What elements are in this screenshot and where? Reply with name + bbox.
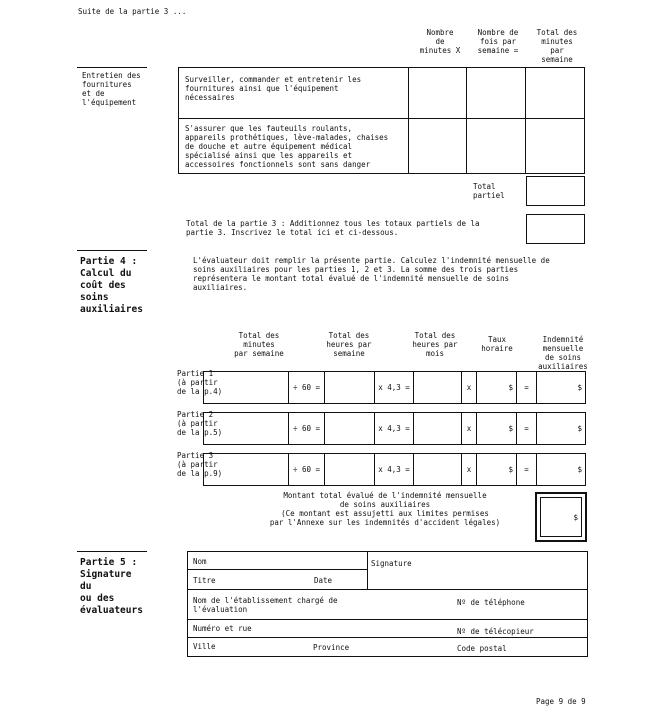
equipment-table	[178, 67, 585, 174]
page-number: Page 9 de 9	[536, 697, 586, 706]
p4-col-hours-month: Total des heures par mois	[412, 331, 458, 358]
p4-div60-3: ÷ 60 =	[288, 453, 325, 486]
p4-total-input[interactable]: $	[540, 497, 582, 537]
p4-div60-1: ÷ 60 =	[288, 371, 325, 404]
field-telephone[interactable]: Nº de téléphone	[457, 598, 525, 607]
p4-minutes-input-3[interactable]	[203, 453, 289, 486]
p4-hours-week-input-3[interactable]	[324, 453, 375, 486]
p4-x-2: x	[461, 412, 477, 445]
p4-total-text: Montant total évalué de l'indemnité mensuelle de soins auxiliaires (Ce montant est assujetti aux limites permises par l'Annexe sur les indemnités d'accident légales)	[269, 491, 501, 527]
p4-minutes-input-1[interactable]	[203, 371, 289, 404]
part3-total-box[interactable]	[526, 214, 585, 244]
p4-hours-month-input-2[interactable]	[413, 412, 462, 445]
p4-allowance-input-2[interactable]: $	[536, 412, 586, 445]
p4-allowance-input-1[interactable]: $	[536, 371, 586, 404]
field-signature[interactable]: Signature	[371, 559, 412, 568]
part4-title: Partie 4 : Calcul du coût des soins auxiliaires	[80, 256, 143, 315]
p4-row-label-1: Partie 1 (à partir de la p.4)	[177, 369, 223, 396]
field-etablissement[interactable]: Nom de l'établissement chargé de l'évaluation	[193, 596, 338, 614]
p4-hours-week-input-1[interactable]	[324, 371, 375, 404]
total-input-1[interactable]	[526, 68, 584, 117]
minutes-input-2[interactable]	[409, 119, 465, 173]
p4-rate-input-1[interactable]: $	[476, 371, 517, 404]
p4-rate-input-3[interactable]: $	[476, 453, 517, 486]
section-divider	[77, 67, 147, 68]
p4-col-minutes: Total des minutes par semaine	[234, 331, 284, 358]
p4-minutes-input-2[interactable]	[203, 412, 289, 445]
p4-hours-month-input-3[interactable]	[413, 453, 462, 486]
continuation-text: Suite de la partie 3 ...	[78, 7, 187, 16]
p4-div60-2: ÷ 60 =	[288, 412, 325, 445]
task-row-safety: S'assurer que les fauteuils roulants, appareils prothétiques, lève-malades, chaises de douche et autre équipement médical spécialisé ainsi que les appareils et accessoires fonctionnels sont sans danger	[185, 124, 389, 169]
p4-mult-1: x 4,3 =	[374, 371, 414, 404]
times-input-1[interactable]	[467, 68, 524, 117]
p4-mult-2: x 4,3 =	[374, 412, 414, 445]
p4-equals-2: =	[516, 412, 537, 445]
total-input-2[interactable]	[526, 119, 584, 173]
p4-mult-3: x 4,3 =	[374, 453, 414, 486]
p4-x-3: x	[461, 453, 477, 486]
field-province[interactable]: Province	[313, 643, 350, 652]
part5-title: Partie 5 : Signature du ou des évaluateurs	[80, 557, 143, 616]
p4-equals-1: =	[516, 371, 537, 404]
field-ville[interactable]: Ville	[193, 642, 216, 651]
p4-rate-input-2[interactable]: $	[476, 412, 517, 445]
p4-hours-month-input-1[interactable]	[413, 371, 462, 404]
p4-row-label-2: Partie 2 (à partir de la p.5)	[177, 410, 223, 437]
p4-total-outer-box	[535, 492, 587, 542]
subtotal-label: Total partiel	[473, 182, 505, 200]
part3-total-text: Total de la partie 3 : Additionnez tous les totaux partiels de la partie 3. Inscrivez le total ici et ci-dessous.	[186, 219, 480, 237]
signature-table	[187, 551, 588, 657]
section-divider	[77, 250, 147, 251]
p4-allowance-input-3[interactable]: $	[536, 453, 586, 486]
field-nom[interactable]: Nom	[193, 557, 207, 566]
p4-col-rate: Taux horaire	[481, 335, 513, 353]
p4-row-3	[203, 453, 586, 486]
section-divider	[77, 551, 147, 552]
p4-equals-3: =	[516, 453, 537, 486]
part4-intro: L'évaluateur doit remplir la présente partie. Calculez l'indemnité mensuelle de soins auxiliaires pour les parties 1, 2 et 3. La somme des trois parties représentera le montant total évalué de l'indemnité mensuelle de soins auxiliaires.	[193, 256, 550, 292]
field-telecopieur[interactable]: Nº de télécopieur	[457, 627, 534, 636]
p4-row-1	[203, 371, 586, 404]
subtotal-box[interactable]	[526, 176, 585, 206]
p4-row-label-3: Partie 3 (à partir de la p.9)	[177, 451, 223, 478]
task-row-supplies: Surveiller, commander et entretenir les fournitures ainsi que l'équipement nécessaires	[185, 75, 362, 102]
field-date[interactable]: Date	[314, 576, 333, 585]
section-label-equipment: Entretien des fournitures et de l'équipement	[82, 71, 141, 107]
minutes-input-1[interactable]	[409, 68, 465, 117]
col-header-times: Nombre de fois par semaine =	[477, 28, 519, 55]
field-titre[interactable]: Titre	[193, 576, 216, 585]
col-header-total-minutes: Total des minutes par semaine	[536, 28, 578, 64]
p4-x-1: x	[461, 371, 477, 404]
field-code-postal[interactable]: Code postal	[457, 644, 507, 653]
p4-hours-week-input-2[interactable]	[324, 412, 375, 445]
times-input-2[interactable]	[467, 119, 524, 173]
col-header-minutes: Nombre de minutes X	[419, 28, 461, 55]
p4-col-allowance: Indemnité mensuelle de soins auxiliaires	[538, 335, 588, 371]
p4-row-2	[203, 412, 586, 445]
field-rue[interactable]: Numéro et rue	[193, 624, 252, 633]
p4-col-hours-week: Total des heures par semaine	[326, 331, 372, 358]
